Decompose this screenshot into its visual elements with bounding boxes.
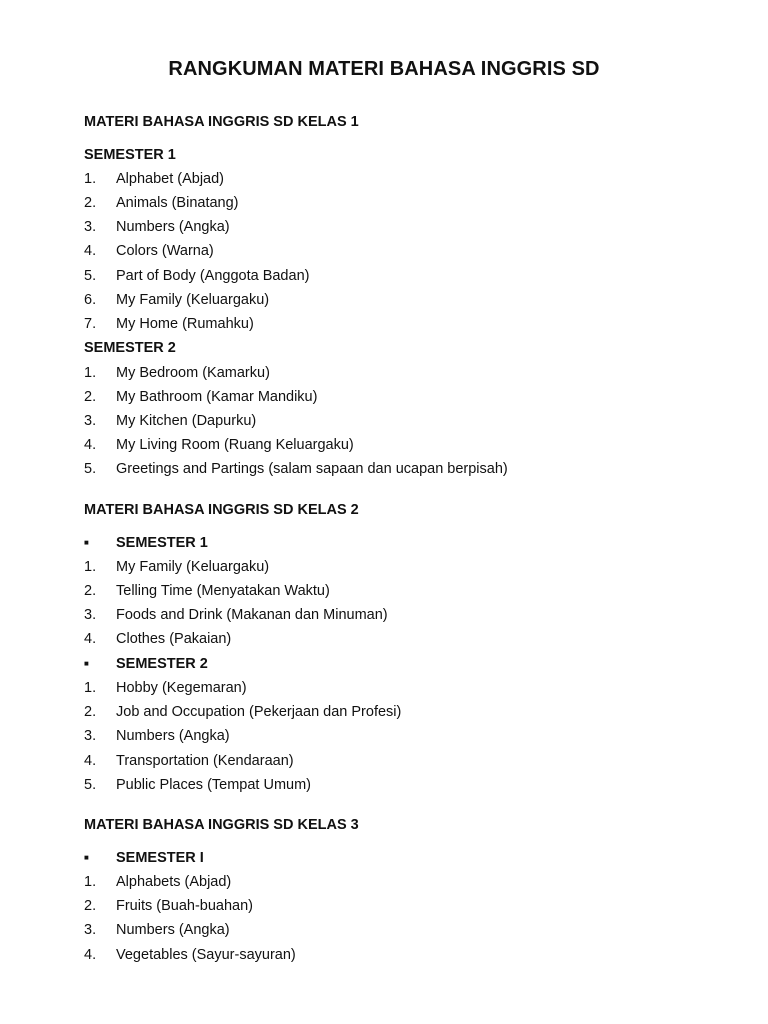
square-bullet-icon: ■ [84, 853, 89, 862]
list-item [84, 364, 270, 382]
item-text: My Bedroom (Kamarku) [116, 365, 270, 381]
item-text: Colors (Warna) [116, 243, 214, 259]
item-text: Foods and Drink (Makanan dan Minuman) [116, 607, 388, 623]
list-item [84, 194, 239, 212]
item-number: 1. [84, 680, 97, 696]
kelas-1-semester-1-label: SEMESTER 1 [84, 147, 176, 163]
item-text: Clothes (Pakaian) [116, 631, 232, 647]
list-item [84, 703, 401, 721]
list-item [84, 242, 214, 260]
list-item [84, 558, 269, 576]
item-number: 4. [84, 437, 97, 453]
item-number: 3. [84, 922, 97, 938]
item-text: Fruits (Buah-buahan) [116, 898, 254, 914]
item-text: Numbers (Angka) [116, 922, 230, 938]
item-number: 4. [84, 947, 97, 963]
kelas-1-semester-2-label: SEMESTER 2 [84, 340, 176, 356]
square-bullet-icon: ■ [84, 538, 89, 547]
list-item [84, 170, 224, 188]
item-number: 4. [84, 631, 97, 647]
item-number: 5. [84, 777, 97, 793]
semester-label: SEMESTER I [116, 850, 204, 866]
item-text: My Living Room (Ruang Keluargaku) [116, 437, 354, 453]
square-bullet-icon: ■ [84, 659, 89, 668]
list-item [84, 679, 247, 697]
list-item [84, 436, 354, 454]
item-number: 1. [84, 874, 97, 890]
item-text: Vegetables (Sayur-sayuran) [116, 947, 296, 963]
list-item [84, 776, 311, 794]
item-text: Alphabet (Abjad) [116, 171, 225, 187]
item-text: Alphabets (Abjad) [116, 874, 232, 890]
item-text: Part of Body (Anggota Badan) [116, 268, 310, 284]
item-text: My Family (Keluargaku) [116, 292, 270, 308]
list-item [84, 291, 269, 309]
item-number: 5. [84, 461, 97, 477]
item-text: My Home (Rumahku) [116, 316, 254, 332]
list-item [84, 946, 296, 964]
list-item [84, 752, 294, 770]
list-item [84, 582, 330, 600]
item-number: 2. [84, 704, 97, 720]
list-item [84, 388, 317, 406]
document-title: RANGKUMAN MATERI BAHASA INGGRIS SD [168, 58, 600, 80]
item-text: Hobby (Kegemaran) [116, 680, 247, 696]
kelas-1-heading: MATERI BAHASA INGGRIS SD KELAS 1 [84, 114, 359, 130]
item-number: 3. [84, 728, 97, 744]
item-text: Numbers (Angka) [116, 728, 230, 744]
item-number: 3. [84, 413, 97, 429]
list-item [84, 606, 388, 624]
kelas-3-heading: MATERI BAHASA INGGRIS SD KELAS 3 [84, 817, 359, 833]
list-item [84, 218, 230, 236]
item-number: 1. [84, 365, 97, 381]
item-number: 2. [84, 898, 97, 914]
list-item [84, 267, 309, 285]
semester-label: SEMESTER 2 [116, 656, 208, 672]
kelas-2-semester-1-header [84, 534, 208, 552]
item-number: 3. [84, 607, 97, 623]
kelas-2-heading: MATERI BAHASA INGGRIS SD KELAS 2 [84, 502, 359, 518]
item-number: 6. [84, 292, 97, 308]
item-number: 3. [84, 219, 97, 235]
item-number: 2. [84, 583, 97, 599]
item-text: Numbers (Angka) [116, 219, 230, 235]
item-text: Transportation (Kendaraan) [116, 753, 294, 769]
item-text: Public Places (Tempat Umum) [116, 777, 311, 793]
item-number: 2. [84, 195, 97, 211]
item-number: 4. [84, 753, 97, 769]
list-item [84, 727, 230, 745]
list-item [84, 412, 256, 430]
item-text: Animals (Binatang) [116, 195, 239, 211]
item-text: My Kitchen (Dapurku) [116, 413, 257, 429]
item-text: My Family (Keluargaku) [116, 559, 270, 575]
item-number: 1. [84, 559, 97, 575]
item-text: Telling Time (Menyatakan Waktu) [116, 583, 330, 599]
item-text: Job and Occupation (Pekerjaan dan Profesi) [116, 704, 402, 720]
item-number: 4. [84, 243, 97, 259]
item-number: 5. [84, 268, 97, 284]
item-text: Greetings and Partings (salam sapaan dan ucapan berpisah) [116, 461, 508, 477]
kelas-2-semester-2-header [84, 655, 208, 673]
item-text: My Bathroom (Kamar Mandiku) [116, 389, 318, 405]
item-number: 1. [84, 171, 97, 187]
item-number: 2. [84, 389, 97, 405]
list-item [84, 897, 253, 915]
list-item [84, 460, 508, 478]
list-item [84, 921, 230, 939]
list-item [84, 873, 231, 891]
semester-label: SEMESTER 1 [116, 535, 208, 551]
list-item [84, 630, 231, 648]
list-item [84, 315, 254, 333]
kelas-3-semester-1-header [84, 849, 204, 867]
item-number: 7. [84, 316, 97, 332]
